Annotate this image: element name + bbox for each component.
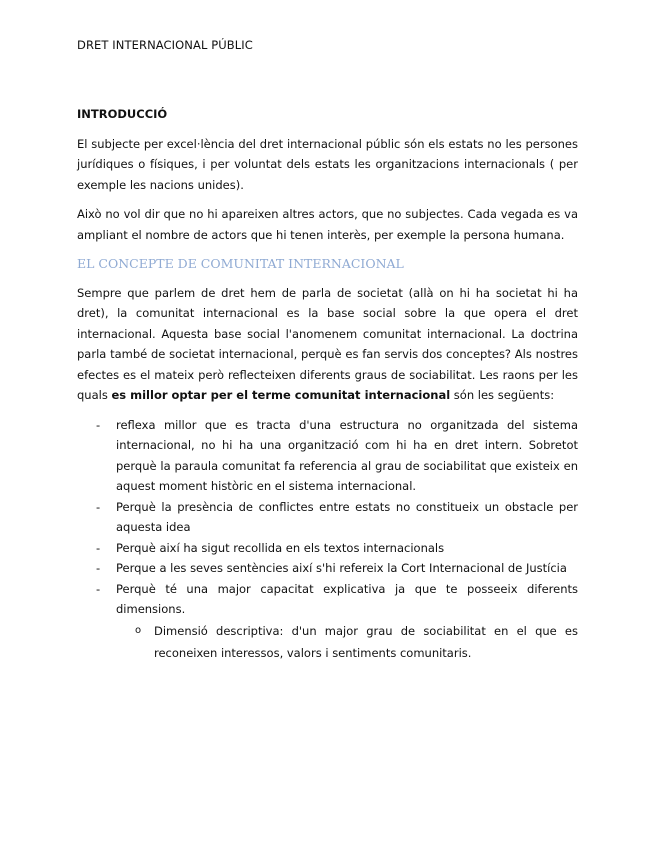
reasons-list <box>77 415 578 620</box>
list-item: - reflexa millor que es tracta d'una estructura no organitzada del sistema internacional, no hi ha una organització com hi ha en dret intern. Sobretot perquè la paraula comunitat fa referencia al grau de sociabilitat que existeix en aquest moment històric en el sistema internacional. <box>77 415 578 497</box>
page-header: DRET INTERNACIONAL PÚBLIC <box>77 38 253 52</box>
list-item: - Perquè té una major capacitat explicativa ja que te posseeix diferents dimensions. <box>77 579 578 620</box>
section-heading: EL CONCEPTE DE COMUNITAT INTERNACIONAL <box>77 256 404 271</box>
list-item: - Perque a les seves sentències així s'hi refereix la Cort Internacional de Justícia <box>77 558 578 579</box>
section-paragraph <box>77 283 578 406</box>
dimensions-sublist <box>77 620 578 664</box>
intro-paragraph-2: Això no vol dir que no hi apareixen altres actors, que no subjectes. Cada vegada es va ampliant el nombre de actors que hi tenen interès, per exemple la persona humana. <box>77 207 578 242</box>
section-paragraph-text: Sempre que parlem de dret hem de parla de societat (allà on hi ha societat hi ha dret), la comunitat internacional es la base social sobre la que opera el dret internacional. Aquesta base social l'anomenem comunitat internacional. La doctrina parla també de societat internacional, perquè es fan servis dos conceptes? Als nostres efectes es el mateix però reflecteixen diferents graus de sociabilitat. Les raons per les quals <box>77 285 578 402</box>
document-body <box>77 104 578 664</box>
list-item: - Perquè així ha sigut recollida en els textos internacionals <box>77 538 578 559</box>
section-paragraph-end: són les següents: <box>450 388 555 402</box>
section-paragraph-bold: es millor optar per el terme comunitat internacional <box>111 388 451 402</box>
sublist-item: o Dimensió descriptiva: d'un major grau de sociabilitat en el que es reconeixen interessos, valors i sentiments comunitaris. <box>77 620 578 664</box>
intro-paragraph-1: El subjecte per excel·lència del dret internacional públic són els estats no les persones jurídiques o físiques, i per voluntat dels estats les organitzacions internacionals ( per exemple les nacions unides). <box>77 136 578 192</box>
list-item: - Perquè la presència de conflictes entre estats no constitueix un obstacle per aquesta idea <box>77 497 578 538</box>
intro-heading: INTRODUCCIÓ <box>77 107 168 121</box>
